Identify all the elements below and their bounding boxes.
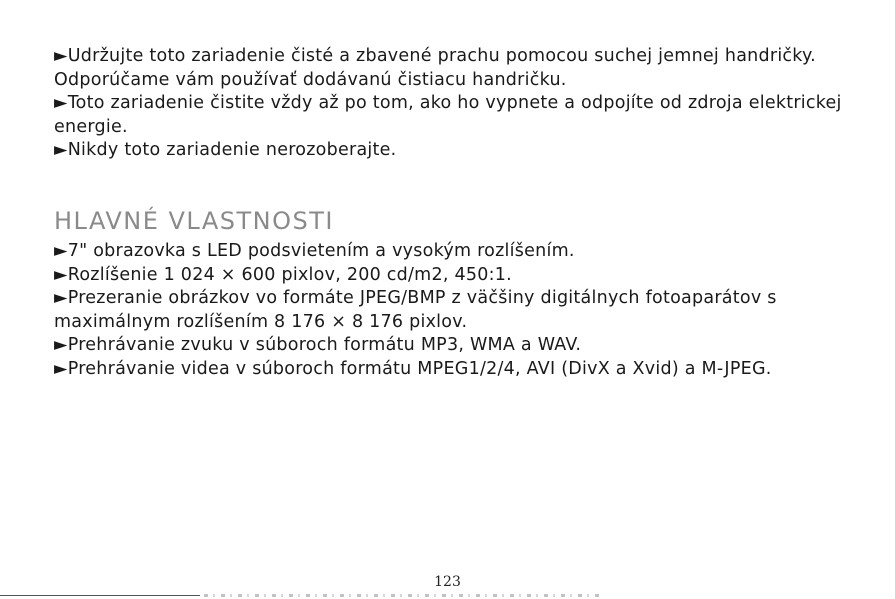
features-heading: HLAVNÉ VLASTNOSTI <box>54 207 334 235</box>
care-item-disassembly: ►Nikdy toto zariadenie nerozoberajte. <box>54 140 397 161</box>
care-instructions <box>54 45 854 163</box>
footer-scan-artifact <box>204 594 604 597</box>
feature-item-screen: ►7" obrazovka s LED podsvietením a vysokým rozlíšením. <box>54 241 575 261</box>
care-item-cleaning: ►Udržujte toto zariadenie čisté a zbavené prachu pomocou suchej jemnej handričky. Odporúčame vám používať dodávanú čistiacu handričku. <box>54 46 816 90</box>
feature-item-photos: ►Prezeranie obrázkov vo formáte JPEG/BMP z väčšiny digitálnych fotoaparátov s maximálnym rozlíšením 8 176 × 8 176 pixlov. <box>54 288 777 332</box>
feature-item-video: ►Prehrávanie videa v súboroch formátu MPEG1/2/4, AVI (DivX a Xvid) a M-JPEG. <box>54 358 772 379</box>
features-list <box>54 240 854 382</box>
feature-item-resolution: ►Rozlíšenie 1 024 × 600 pixlov, 200 cd/m2, 450:1. <box>54 264 512 285</box>
feature-item-audio: ►Prehrávanie zvuku v súboroch formátu MP3, WMA a WAV. <box>54 335 582 356</box>
care-item-power-off: ►Toto zariadenie čistite vždy až po tom, ako ho vypnete a odpojíte od zdroja elektrickej energie. <box>54 93 842 137</box>
footer-rule <box>0 595 200 596</box>
page-number: 123 <box>434 574 461 590</box>
